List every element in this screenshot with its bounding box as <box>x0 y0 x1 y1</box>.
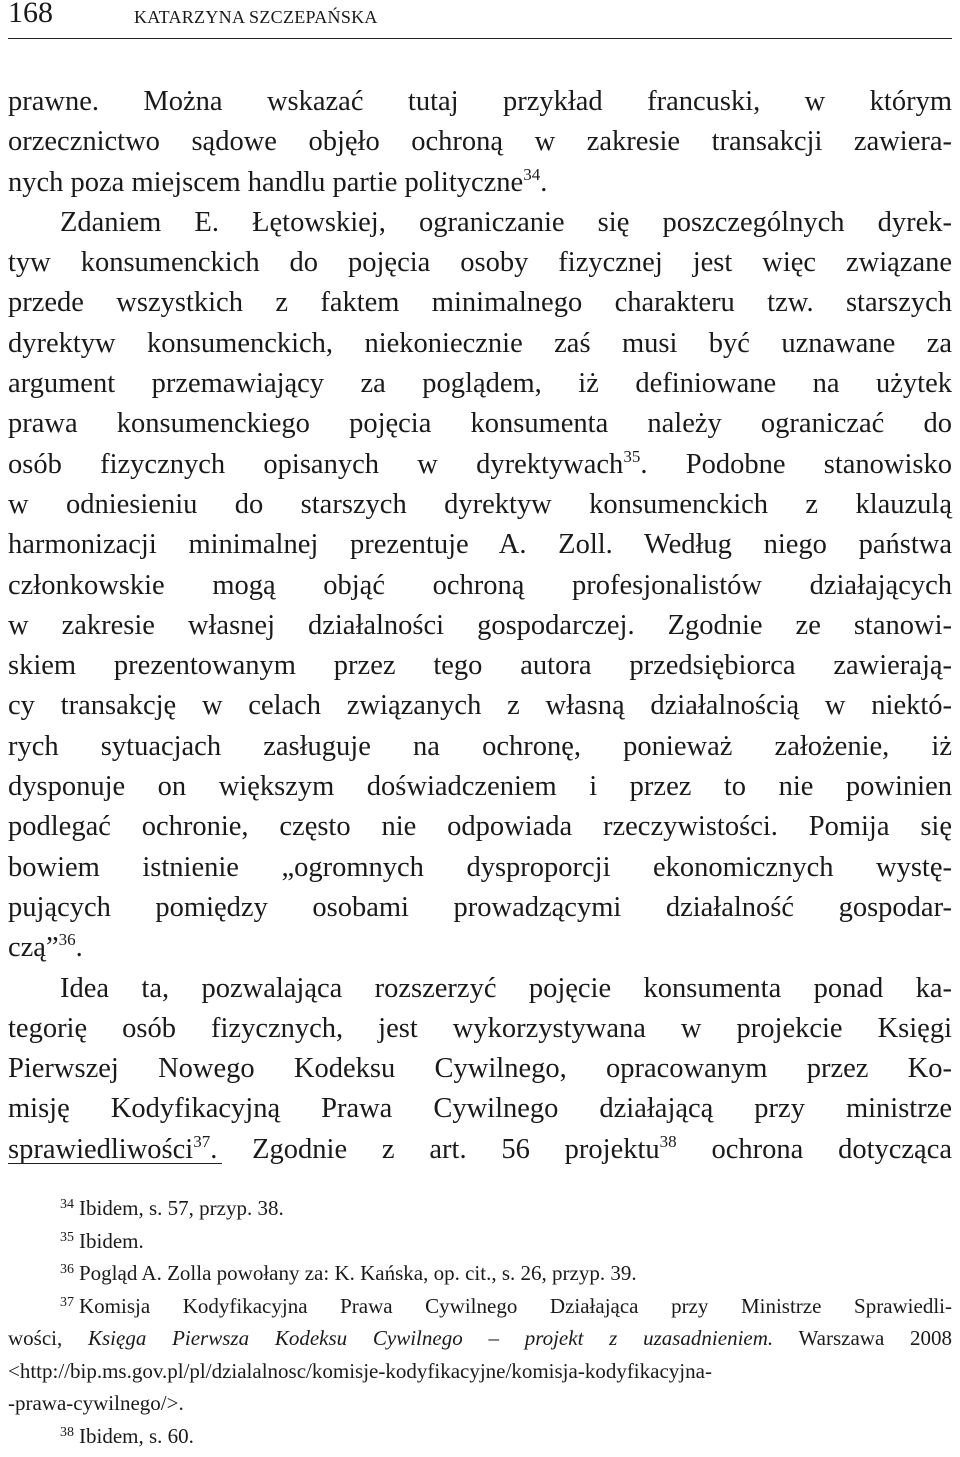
body-line: Pierwszej Nowego Kodeksu Cywilnego, opracowanym przez Ko- <box>8 1053 952 1085</box>
footnote-34: $^{34}$ Ibidem, s. 57, przyp. 38. <box>60 1196 284 1220</box>
body-line: harmonizacji minimalnej prezentuje A. Zoll. Według niego państwa <box>8 529 952 561</box>
body-line: w odniesieniu do starszych dyrektyw konsumenckich z klauzulą <box>8 488 952 520</box>
body-line: podlegać ochronie, często nie odpowiada rzeczywistości. Pomija się <box>8 811 952 843</box>
body-line: cy transakcję w celach związanych z własną działalnością w niektó- <box>8 690 952 722</box>
body-line: rych sytuacjach zasługuje na ochronę, ponieważ założenie, iż <box>8 730 952 762</box>
body-line: sprawiedliwości$^{37}$. Zgodnie z art. 56 projektu$^{38}$ ochrona dotycząca <box>8 1131 952 1165</box>
body-line: dysponuje on większym doświadczeniem i przez to nie powinien <box>8 771 952 803</box>
page-number: 168 <box>8 0 53 29</box>
cited-book-title: Księga Pierwsza Kodeksu Cywilnego – projekt z uzasadnieniem. <box>88 1326 774 1350</box>
body-line: czą”$^{36}$. <box>8 930 83 964</box>
footnote-reference: 34 <box>523 164 541 184</box>
body-line: orzecznictwo sądowe objęło ochroną w zakresie transakcji zawiera- <box>8 126 952 158</box>
body-line: Idea ta, pozwalająca rozszerzyć pojęcie konsumenta ponad ka- <box>60 972 952 1004</box>
body-line: Zdaniem E. Łętowskiej, ograniczanie się poszczególnych dyrek- <box>60 206 952 238</box>
footnote-url: <http://bip.ms.gov.pl/pl/dzialalnosc/komisje-kodyfikacyjne/komisja-kodyfikacyjna- <box>8 1358 712 1383</box>
footnote-reference: 37 <box>193 1131 211 1151</box>
body-line: w zakresie własnej działalności gospodarczej. Zgodnie ze stanowi- <box>8 609 952 641</box>
page-header <box>8 0 952 39</box>
body-line: prawa konsumenckiego pojęcia konsumenta należy ograniczać do <box>8 408 952 440</box>
body-line: tegorię osób fizycznych, jest wykorzystywana w projekcie Księgi <box>8 1012 952 1044</box>
footnote-37-line2: wości, Księga Pierwsza Kodeksu Cywilnego – projekt z uzasadnieniem. Warszawa 2008 <box>8 1326 953 1350</box>
body-line: nych poza miejscem handlu partie polityczne$^{34}$. <box>8 164 548 198</box>
body-line: osób fizycznych opisanych w dyrektywach$^{35}$. Podobne stanowisko <box>8 446 952 480</box>
footnote-reference: 38 <box>659 1131 677 1151</box>
footnote-reference: 35 <box>623 446 641 466</box>
body-line: dyrektyw konsumenckich, niekoniecznie zaś musi być uznawane za <box>8 327 952 359</box>
body-line: bowiem istnienie „ogromnych dysproporcji ekonomicznych wystę- <box>8 851 952 883</box>
body-text <box>8 82 952 1170</box>
body-line: pujących pomiędzy osobami prowadzącymi działalność gospodar- <box>8 891 952 923</box>
body-line: skiem prezentowanym przez tego autora przedsiębiorca zawierają- <box>8 650 952 682</box>
body-line: tyw konsumenckich do pojęcia osoby fizycznej jest więc związane <box>8 247 952 279</box>
footnote-37-line1: $^{37}$ Komisja Kodyfikacyjna Prawa Cywilnego Działająca przy Ministrze Sprawiedli- <box>60 1293 952 1318</box>
body-line: misję Kodyfikacyjną Prawa Cywilnego działającą przy ministrze <box>8 1093 952 1125</box>
footnote-36: $^{36}$ Pogląd A. Zolla powołany za: K. Kańska, op. cit., s. 26, przyp. 39. <box>60 1261 637 1285</box>
footnote-35: $^{35}$ Ibidem. <box>60 1228 144 1253</box>
footnote-separator <box>8 1163 222 1164</box>
body-line: przede wszystkich z faktem minimalnego charakteru tzw. starszych <box>8 287 952 319</box>
footnote-38: $^{38}$ Ibidem, s. 60. <box>60 1423 194 1448</box>
body-line: członkowskie mogą objąć ochroną profesjonalistów działających <box>8 569 952 601</box>
body-line: argument przemawiający za poglądem, iż definiowane na użytek <box>8 368 952 400</box>
footnote-37-line4: -prawa-cywilnego/>. <box>8 1391 184 1415</box>
footnote-37-line3 <box>8 1355 952 1388</box>
footnote-reference: 36 <box>58 930 76 950</box>
footnotes <box>8 1192 952 1452</box>
body-line: prawne. Można wskazać tutaj przykład francuski, w którym <box>8 86 952 117</box>
running-head: KATARZYNA SZCZEPAŃSKA <box>134 7 378 27</box>
